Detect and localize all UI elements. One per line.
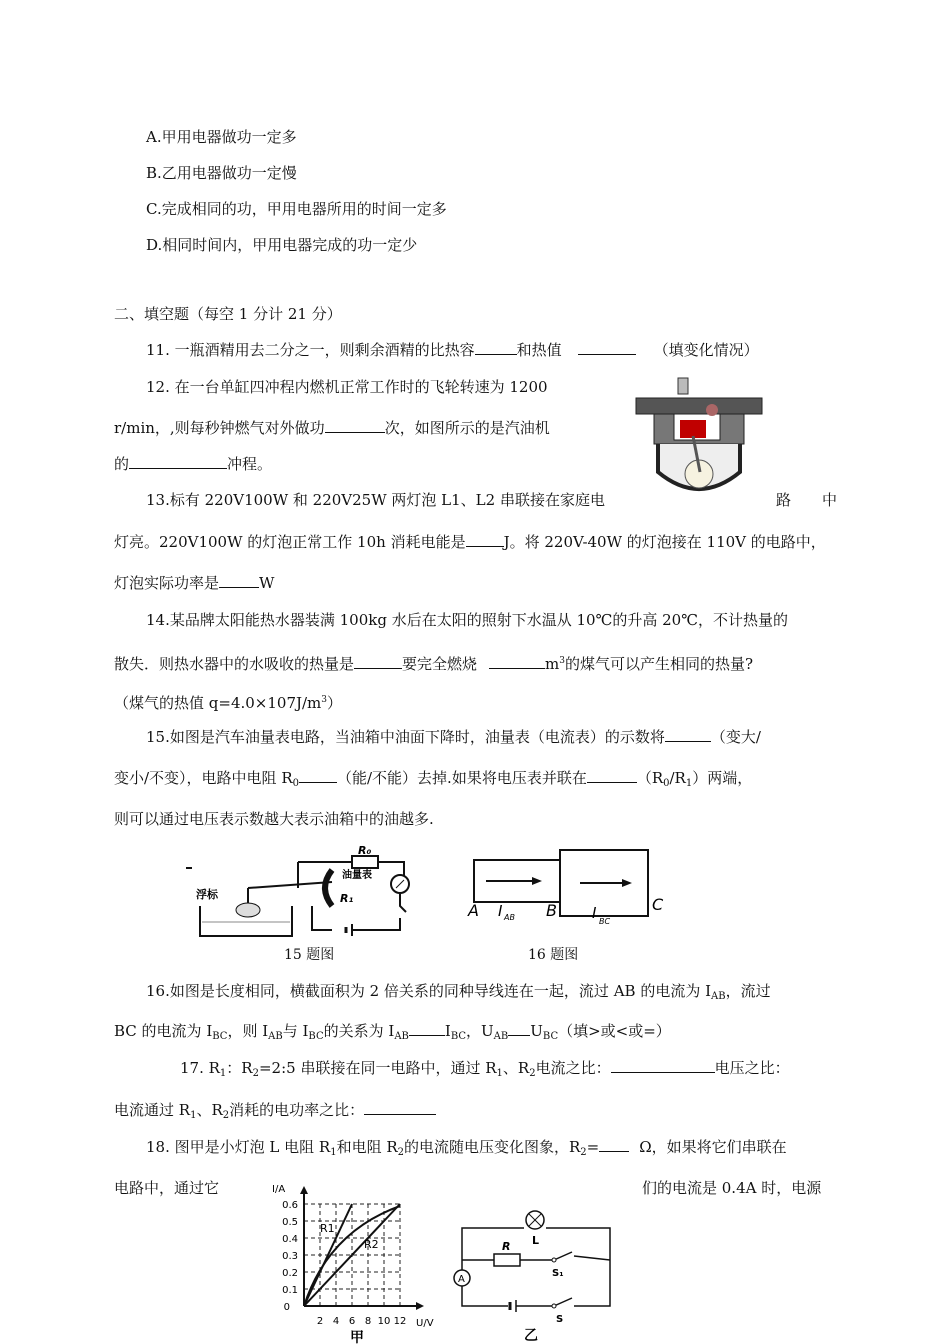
section-title: 二、填空题（每空 1 分计 21 分） (114, 305, 342, 323)
question-13-line-1: 13.标有 220V100W 和 220V25W 两灯泡 L1、L2 串联接在家庭电 (146, 491, 605, 509)
xtick: 12 (393, 1316, 407, 1327)
ytick: 0.3 (282, 1251, 298, 1262)
question-18-line-1: 18. 图甲是小灯泡 L 电阻 $R_1$和电阻 $R_2$的电流随电压变化图象，$R_2= \Omega$，如果将它们串联在 (146, 1138, 787, 1158)
question-17-line-2: 电流通过 $R_1$、$R_2$消耗的电功率之比： (114, 1100, 436, 1126)
ytick: 0.1 (282, 1285, 298, 1296)
graph-xlabel: U/V (416, 1318, 434, 1329)
question-13-line-3: 灯泡实际功率是 W (114, 574, 275, 592)
r1-label: R₁ (340, 892, 354, 905)
option-c: C.完成相同的功，甲用电器所用的时间一定多 (146, 200, 447, 218)
meter-label: 油量表 (342, 870, 372, 881)
resistor-label: R (502, 1240, 511, 1253)
label-iab: I (498, 902, 503, 920)
question-15-line-2: 变小/不变），电路中电阻 $R_0$ （能/不能）去掉.如果将电压表并联在 $(R_0/R_1)$两端， (114, 769, 753, 789)
question-12-line-3: 的 冲程。 (114, 455, 273, 473)
label-c: C (652, 895, 664, 914)
option-a: A.甲用电器做功一定多 (146, 128, 297, 146)
iv-graph (268, 1176, 438, 1344)
question-15-line-3: 则可以通过电压表示数越大表示油箱中的油越多. (114, 810, 434, 828)
question-14-line-3: （煤气的热值 $q=4.0\times 107J/m^3$） (114, 694, 343, 712)
question-11: 11. 一瓶酒精用去二分之一，则剩余酒精的比热容 和热值 （填变化情况） (146, 341, 759, 359)
option-d: D.相同时间内，甲用电器完成的功一定少 (146, 236, 418, 254)
r2-curve-label: R2 (364, 1238, 379, 1251)
circuit-figure (446, 1206, 636, 1344)
float-label: 浮标 (196, 888, 218, 901)
switch-s-label: S (556, 1314, 564, 1325)
graph-ylabel: I/A (272, 1184, 286, 1195)
question-17-line-1: 17. $R_1$：$R_2=2:5$ 串联接在同一电路中，通过 $R_1$、$R_2$电流之比： 电压之比： (180, 1059, 790, 1079)
r0-label: R₀ (358, 846, 372, 857)
xtick: 4 (332, 1316, 340, 1327)
engine-figure (634, 374, 764, 502)
label-b: B (546, 901, 557, 920)
question-13-word-lu: 路 (776, 491, 792, 509)
question-14-line-1: 14.某品牌太阳能热水器装满 100kg 水后在太阳的照射下水温从 10℃的升高 20℃，不计热量的 (146, 611, 788, 629)
question-14-line-2: 散失．则热水器中的水吸收的热量是 要完全燃烧 $m^3$的煤气可以产生相同的热量? (114, 655, 754, 673)
xtick: 10 (377, 1316, 391, 1327)
circuit-caption: 乙 (524, 1328, 538, 1344)
label-iab-sub: AB (504, 913, 515, 922)
ammeter-label: A (458, 1274, 465, 1285)
wire-figure (462, 846, 676, 932)
question-18-line-2-left: 电路中，通过它 (114, 1179, 220, 1197)
question-13-word-zhong: 中 (822, 491, 838, 509)
question-18-line-2-right: 们的电流是 0.4A 时，电源 (642, 1179, 822, 1197)
ytick: 0.4 (282, 1234, 298, 1245)
question-16-line-2: BC 的电流为 $I_{BC}$，则 $I_{AB}$与 $I_{BC}$的关系为 $I_{AB}$ $I_{BC}$，$U_{AB}$ $U_{BC}$（填>或<或=） (114, 1022, 671, 1042)
figure-16-caption: 16 题图 (528, 947, 579, 963)
label-ibc: I (592, 904, 597, 922)
xtick: 6 (348, 1316, 356, 1327)
r1-curve-label: R1 (320, 1222, 335, 1235)
switch-s1-label: S₁ (552, 1268, 564, 1279)
figure-15-caption: 15 题图 (284, 947, 335, 963)
ytick: 0.2 (282, 1268, 298, 1279)
question-12-line-2: r/min，,则每秒钟燃气对外做功 次，如图所示的是汽油机 (114, 419, 550, 437)
question-16-line-1: 16.如图是长度相同，横截面积为 2 倍关系的同种导线连在一起，流过 AB 的电流为 $I_{AB}$，流过 (146, 982, 771, 1002)
question-15-line-1: 15.如图是汽车油量表电路，当油箱中油面下降时，油量表（电流表）的示数将 （变大/ (146, 728, 761, 746)
label-ibc-sub: BC (599, 917, 611, 926)
ytick: 0 (283, 1302, 290, 1313)
question-12-line-1: 12. 在一台单缸四冲程内燃机正常工作时的飞轮转速为 1200 (146, 378, 548, 396)
question-13-line-2: 灯亮。220V100W 的灯泡正常工作 10h 消耗电能是 J。将 220V-40W 的灯泡接在 110V 的电路中， (114, 533, 826, 551)
ytick: 0.5 (282, 1217, 298, 1228)
option-b: B.乙用电器做功一定慢 (146, 164, 297, 182)
fuel-gauge-figure (182, 846, 418, 942)
lamp-label: L (532, 1234, 540, 1247)
graph-caption: 甲 (350, 1330, 364, 1344)
label-a: A (468, 901, 479, 920)
xtick: 8 (364, 1316, 372, 1327)
xtick: 2 (316, 1316, 324, 1327)
ytick: 0.6 (282, 1200, 298, 1211)
